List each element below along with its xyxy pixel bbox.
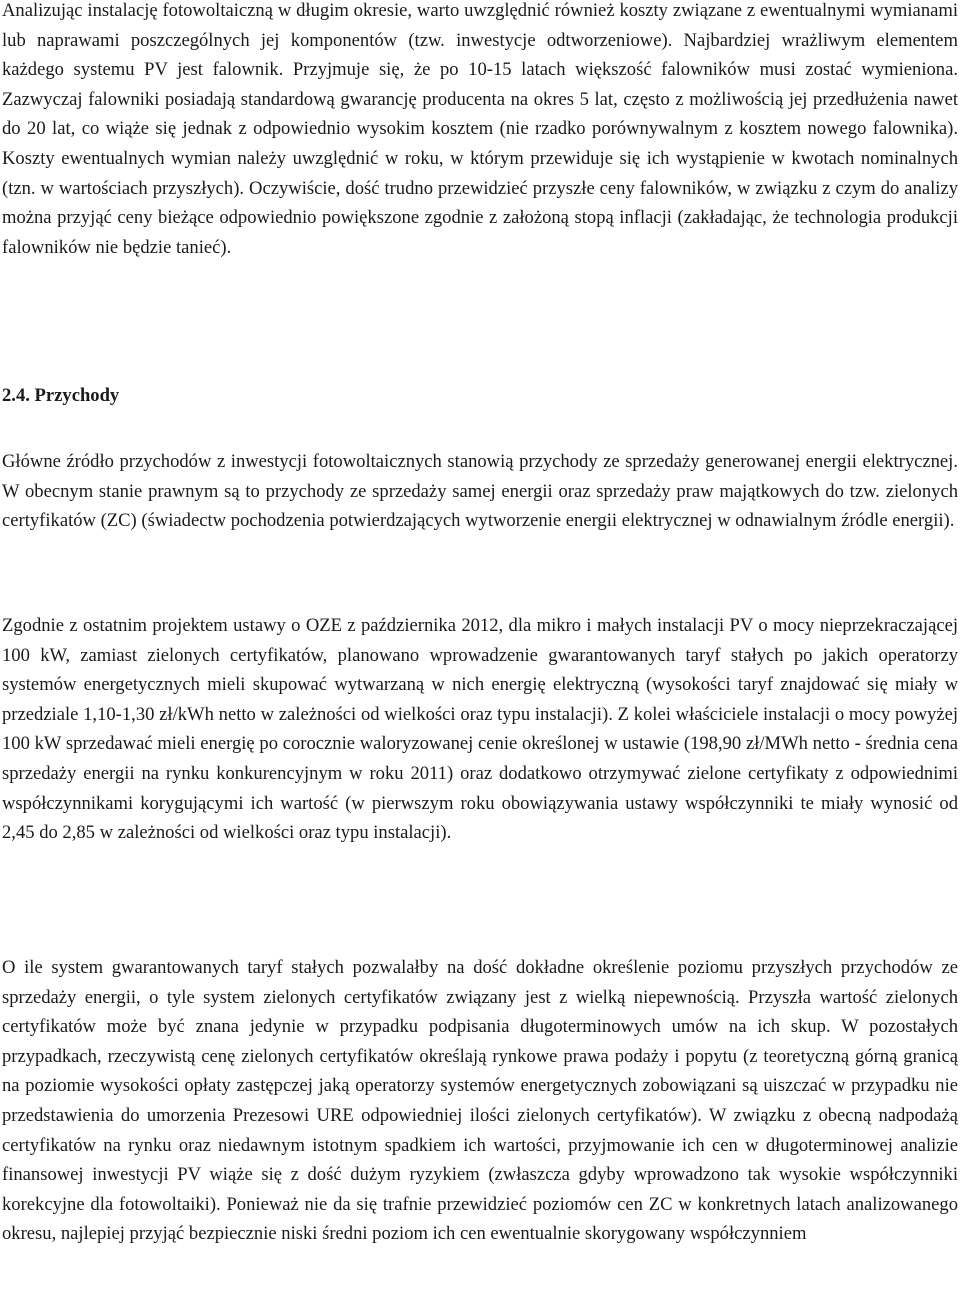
section-heading-revenues: 2.4. Przychody (2, 385, 120, 406)
paragraph-oze-law: Zgodnie z ostatnim projektem ustawy o OZE z października 2012, dla mikro i małych instalacji PV o mocy nieprzekraczającej 100 kW, zamiast zielonych certyfikatów, planowano wprowadzenie gwarantowanych taryf stałych po jakich operatorzy systemów energetycznych mieli skupować wytwarzaną w nich energię elektryczną (wysokości taryf znajdować się miały w przedziale 1,10-1,30 zł/kWh netto w zależności od wielkości oraz typu instalacji). Z kolei właściciele instalacji o mocy powyżej 100 kW sprzedawać mieli energię po corocznie waloryzowanej cenie określonej w ustawie (198,90 zł/MWh netto - średnia cena sprzedaży energii na rynku konkurencyjnym w roku 2011) oraz dodatkowo otrzymywać zielone certyfikaty z odpowiednimi współczynnikami korygującymi ich wartość (w pierwszym roku obowiązywania ustawy współczynniki te miały wynosić od 2,45 do 2,85 w zależności od wielkości oraz typu instalacji). (2, 615, 958, 844)
paragraph-revenue-sources: Główne źródło przychodów z inwestycji fotowoltaicznych stanowią przychody ze sprzedaży generowanej energii elektrycznej. W obecnym stanie prawnym są to przychody ze sprzedaży samej energii oraz sprzedaży praw majątkowych do tzw. zielonych certyfikatów (ZC) (świadectw pochodzenia potwierdzających wytworzenie energii elektrycznej w odnawialnym źródle energii). (2, 451, 958, 532)
paragraph-green-certificates: O ile system gwarantowanych taryf stałych pozwalałby na dość dokładne określenie poziomu przyszłych przychodów ze sprzedaży energii, o tyle system zielonych certyfikatów związany jest z wielką niepewnością. Przyszła wartość zielonych certyfikatów może być znana jedynie w przypadku podpisania długoterminowych umów na ich skup. W pozostałych przypadkach, rzeczywistą cenę zielonych certyfikatów określają rynkowe prawa podaży i popytu (z teoretyczną górną granicą na poziomie wysokości opłaty zastępczej jaką operatorzy systemów energetycznych zobowiązani są uiszczać w przypadku nie przedstawienia do umorzenia Prezesowi URE odpowiedniej ilości zielonych certyfikatów). W związku z obecną nadpodażą certyfikatów na rynku oraz niedawnym istotnym spadkiem ich wartości, przyjmowanie ich cen w długoterminowej analizie finansowej inwestycji PV wiąże się z dość dużym ryzykiem (zwłaszcza gdyby wprowadzono tak wysokie współczynniki korekcyjne dla fotowoltaiki). Ponieważ nie da się trafnie przewidzieć poziomów cen ZC w konkretnych latach analizowanego okresu, najlepiej przyjąć bezpiecznie niski średni poziom ich cen ewentualnie skorygowany współczynniem (2, 957, 958, 1245)
paragraph-inverter-costs: Analizując instalację fotowoltaiczną w długim okresie, warto uwzględnić również koszty związane z ewentualnymi wymianami lub naprawami poszczególnych jej komponentów (tzw. inwestycje odtworzeniowe). Najbardziej wrażliwym elementem każdego systemu PV jest falownik. Przyjmuje się, że po 10-15 latach większość falowników musi zostać wymieniona. Zazwyczaj falowniki posiadają standardową gwarancję producenta na okres 5 lat, często z możliwością jej przedłużenia nawet do 20 lat, co wiąże się jednak z odpowiednio wysokim kosztem (nie rzadko porównywalnym z kosztem nowego falownika). Koszty ewentualnych wymian należy uwzględnić w roku, w którym przewiduje się ich wystąpienie w kwotach nominalnych (tzn. w wartościach przyszłych). Oczywiście, dość trudno przewidzieć przyszłe ceny falowników, w związku z czym do analizy można przyjąć ceny bieżące odpowiednio powiększone zgodnie z założoną stopą inflacji (zakładając, że technologia produkcji falowników nie będzie tanieć). (2, 0, 958, 258)
